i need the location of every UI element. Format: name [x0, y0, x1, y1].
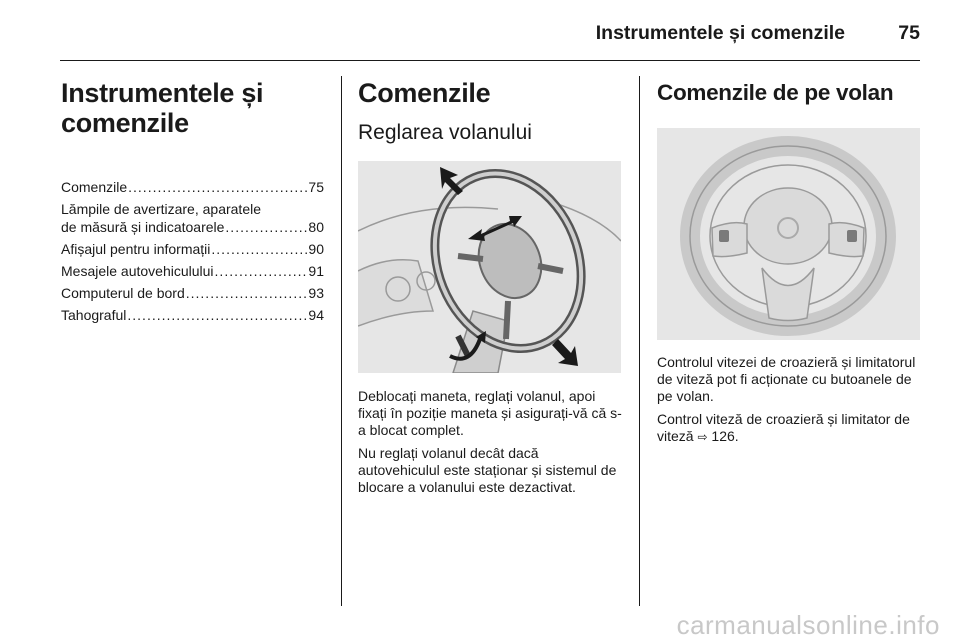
toc-item-mesajele[interactable]: [61, 262, 324, 280]
controls-paragraph-2: [657, 411, 921, 446]
toc-leader-dots: [211, 240, 307, 258]
toc-leader-dots: [186, 284, 308, 302]
section-title: Comenzile de pe volan: [657, 80, 894, 105]
chapter-title-line2: comenzile: [61, 108, 189, 138]
chapter-title-line1: Instrumentele și: [61, 78, 264, 108]
toc-item-label: Mesajele autovehiculului: [61, 263, 214, 279]
toc-item-comenzile[interactable]: [61, 178, 324, 196]
subsection-title: Reglarea volanului: [358, 121, 532, 144]
header-rule: [60, 60, 920, 61]
steering-adjust-illustration: [358, 161, 621, 373]
instruction-paragraph-1: Deblocați maneta, reglați volanul, apoi fixați în poziție maneta și asigurați-vă că s-a blocat complet.: [358, 388, 622, 438]
toc-item-label: Computerul de bord: [61, 285, 185, 301]
toc-item-afisajul[interactable]: [61, 240, 324, 258]
toc-leader-dots: [127, 306, 307, 324]
column-divider-1: [341, 76, 342, 606]
section-title: Comenzile: [358, 78, 491, 108]
instruction-paragraph-2: Nu reglați volanul decât dacă autovehiculul este staționar și sistemul de blocare a volanului este dezactivat.: [358, 445, 617, 495]
toc-item-page: 91: [308, 263, 324, 279]
column-steering-controls: [657, 78, 921, 452]
cross-reference-text: Control viteză de croazieră și limitator de viteză: [657, 411, 910, 444]
toc-item-page: 75: [308, 179, 324, 195]
steering-wheel-controls-illustration: [657, 128, 920, 340]
toc-item-computerul[interactable]: [61, 284, 324, 302]
cross-reference-page[interactable]: 126.: [711, 428, 739, 444]
toc-item-page: 90: [308, 241, 324, 257]
toc-item-label-line1: Lămpile de avertizare, aparatele: [61, 201, 262, 217]
toc-item-label: Comenzile: [61, 179, 128, 195]
column-controls: [358, 78, 623, 502]
toc-item-label: Afișajul pentru informații: [61, 241, 211, 257]
column-chapter-contents: [61, 78, 324, 328]
page-header-title: Instrumentele și comenzile: [595, 22, 845, 44]
toc-leader-dots: [128, 178, 307, 196]
page-number: 75: [898, 22, 920, 44]
toc-item-label-line2: de măsură și indicatoarele: [61, 219, 225, 235]
toc-item-page: 94: [308, 307, 324, 323]
toc-leader-dots: [215, 262, 308, 280]
controls-paragraph-1: Controlul vitezei de croazieră și limitatorul de viteză pot fi acționate cu butoanele de pe volan.: [657, 354, 916, 404]
toc-item-page: 93: [308, 285, 324, 301]
arrow-right-icon: ⇨: [697, 430, 708, 444]
toc-item-label: Tahograful: [61, 307, 127, 323]
toc-item-tahograful[interactable]: [61, 306, 324, 324]
chapter-title: [61, 78, 324, 138]
toc-item-lampile[interactable]: [61, 200, 324, 236]
toc-leader-dots: [225, 218, 307, 236]
toc-item-page: 80: [308, 219, 324, 235]
column-divider-2: [639, 76, 640, 606]
watermark-text: carmanualsonline.info: [676, 610, 940, 640]
table-of-contents: [61, 178, 324, 324]
